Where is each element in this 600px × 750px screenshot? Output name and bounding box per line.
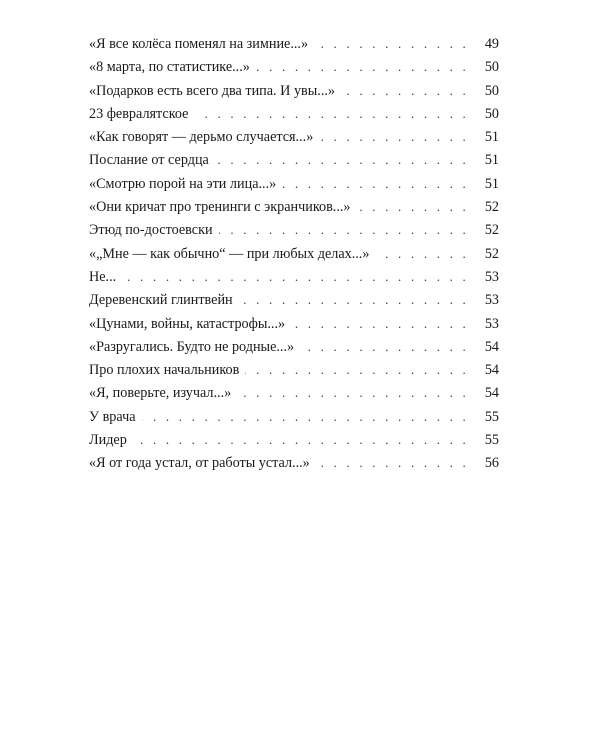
toc-entry-page: 53 xyxy=(484,292,499,309)
toc-entry[interactable] xyxy=(89,218,499,241)
toc-entry-page: 51 xyxy=(484,152,499,169)
toc-entry-title: У врача xyxy=(89,408,136,425)
dot-leader xyxy=(316,451,469,474)
dot-leader xyxy=(122,265,469,288)
toc-entry-title: «Я от года устал, от работы устал...» xyxy=(89,455,310,472)
toc-entry-title: «Подарков есть всего два типа. И увы...» xyxy=(89,82,336,99)
table-of-contents xyxy=(89,32,499,475)
toc-entry[interactable] xyxy=(89,125,499,148)
dot-leader xyxy=(215,148,469,171)
toc-entry-page: 55 xyxy=(484,408,499,425)
dot-leader xyxy=(239,288,469,311)
dot-leader xyxy=(194,102,469,125)
toc-entry-title: 23 февралятское xyxy=(89,105,189,122)
dot-leader xyxy=(300,335,469,358)
toc-entry-title: «Они кричат про тренинги с экранчиков...» xyxy=(89,199,351,216)
dot-leader xyxy=(142,405,469,428)
dot-leader xyxy=(256,55,469,78)
toc-entry[interactable] xyxy=(89,55,499,78)
dot-leader xyxy=(219,218,469,241)
toc-entry-page: 55 xyxy=(484,432,499,449)
toc-entry-title: «Разругались. Будто не родные...» xyxy=(89,338,295,355)
toc-entry-title: «Смотрю порой на эти лица...» xyxy=(89,175,277,192)
toc-entry-title: Не... xyxy=(89,268,117,285)
toc-entry-title: Про плохих начальников xyxy=(89,362,240,379)
dot-leader xyxy=(314,32,469,55)
toc-entry[interactable] xyxy=(89,32,499,55)
toc-entry-page: 56 xyxy=(484,455,499,472)
dot-leader xyxy=(341,79,469,102)
toc-entry[interactable] xyxy=(89,405,499,428)
toc-entry-page: 53 xyxy=(484,315,499,332)
toc-entry[interactable] xyxy=(89,102,499,125)
toc-entry[interactable] xyxy=(89,358,499,381)
toc-entry[interactable] xyxy=(89,79,499,102)
dot-leader xyxy=(375,242,469,265)
dot-leader xyxy=(133,428,469,451)
toc-entry-page: 52 xyxy=(484,222,499,239)
toc-entry[interactable] xyxy=(89,265,499,288)
toc-entry-page: 53 xyxy=(484,268,499,285)
toc-entry-page: 52 xyxy=(484,199,499,216)
toc-entry-title: Лидер xyxy=(89,432,127,449)
toc-entry-page: 54 xyxy=(484,362,499,379)
toc-entry-title: Послание от сердца xyxy=(89,152,209,169)
toc-entry-title: «Как говорят — дерьмо случается...» xyxy=(89,129,314,146)
toc-entry-page: 49 xyxy=(484,36,499,52)
toc-entry-page: 51 xyxy=(484,129,499,146)
toc-entry-page: 52 xyxy=(484,245,499,262)
toc-entry-page: 51 xyxy=(484,175,499,192)
toc-entry-title: «Я, поверьте, изучал...» xyxy=(89,385,232,402)
toc-entry-title: «Я все колёса поменял на зимние...» xyxy=(89,36,309,52)
toc-entry[interactable] xyxy=(89,242,499,265)
toc-entry[interactable] xyxy=(89,335,499,358)
toc-entry[interactable] xyxy=(89,195,499,218)
toc-entry[interactable] xyxy=(89,428,499,451)
toc-entry[interactable] xyxy=(89,312,499,335)
toc-entry-title: Этюд по-достоевски xyxy=(89,222,213,239)
toc-entry-page: 54 xyxy=(484,385,499,402)
toc-entry[interactable] xyxy=(89,451,499,474)
toc-entry-page: 50 xyxy=(484,59,499,76)
toc-entry-title: «„Мне — как обычно“ — при любых делах...» xyxy=(89,245,370,262)
toc-entry[interactable] xyxy=(89,381,499,404)
toc-entry-title: «Цунами, войны, катастрофы...» xyxy=(89,315,286,332)
toc-entry[interactable] xyxy=(89,148,499,171)
toc-entry-page: 54 xyxy=(484,338,499,355)
dot-leader xyxy=(245,358,469,381)
toc-entry-page: 50 xyxy=(484,105,499,122)
toc-entry-title: Деревенский глинтвейн xyxy=(89,292,233,309)
dot-leader xyxy=(319,125,469,148)
dot-leader xyxy=(357,195,469,218)
toc-entry[interactable] xyxy=(89,172,499,195)
dot-leader xyxy=(237,381,469,404)
dot-leader xyxy=(282,172,469,195)
dot-leader xyxy=(291,312,469,335)
toc-entry-page: 50 xyxy=(484,82,499,99)
toc-entry[interactable] xyxy=(89,288,499,311)
toc-entry-title: «8 марта, по статистике...» xyxy=(89,59,250,76)
